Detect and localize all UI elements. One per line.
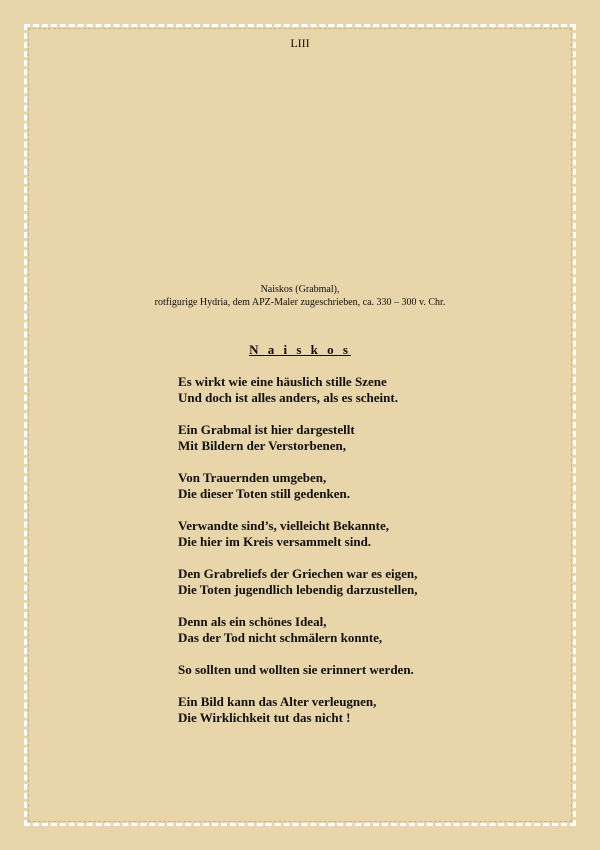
poem-line: Verwandte sind’s, vielleicht Bekannte, bbox=[178, 518, 390, 533]
poem-line: Die Wirklichkeit tut das nicht ! bbox=[178, 710, 351, 725]
poem-line: Mit Bildern der Verstorbenen, bbox=[178, 438, 347, 453]
poem-line: Die Toten jugendlich lebendig darzustellen, bbox=[178, 582, 418, 597]
poem-line: Das der Tod nicht schmälern konnte, bbox=[178, 630, 383, 645]
poem-line: So sollten und wollten sie erinnert werden. bbox=[178, 662, 414, 677]
poem-line: Die dieser Toten still gedenken. bbox=[178, 486, 351, 501]
poem-line: Die hier im Kreis versammelt sind. bbox=[178, 534, 372, 549]
stanza-2 bbox=[178, 422, 538, 454]
stanza-3 bbox=[178, 470, 538, 502]
poem-line: Ein Bild kann das Alter verleugnen, bbox=[178, 694, 377, 709]
stanza-5 bbox=[178, 566, 538, 598]
poem-line: Den Grabreliefs der Griechen war es eigen, bbox=[178, 566, 418, 581]
poem-line: Und doch ist alles anders, als es scheint. bbox=[178, 390, 398, 405]
stanza-6 bbox=[178, 614, 538, 646]
poem-line: Es wirkt wie eine häuslich stille Szene bbox=[178, 374, 387, 389]
poem-line: Ein Grabmal ist hier dargestellt bbox=[178, 422, 355, 437]
stanza-8 bbox=[178, 694, 538, 726]
stanza-4 bbox=[178, 518, 538, 550]
caption-line-1: Naiskos (Grabmal), bbox=[260, 284, 340, 295]
poem-title: N a i s k o s bbox=[249, 342, 351, 357]
poem-line: Von Trauernden umgeben, bbox=[178, 470, 327, 485]
poem-line: Denn als ein schönes Ideal, bbox=[178, 614, 327, 629]
image-caption bbox=[0, 283, 600, 309]
poem-body bbox=[178, 374, 538, 742]
stanza-1 bbox=[178, 374, 538, 406]
stanza-7 bbox=[178, 662, 538, 678]
caption-line-2: rotfigurige Hydria, dem APZ-Maler zugeschrieben, ca. 330 – 300 v. Chr. bbox=[154, 297, 446, 308]
page-number: LIII bbox=[290, 36, 310, 50]
